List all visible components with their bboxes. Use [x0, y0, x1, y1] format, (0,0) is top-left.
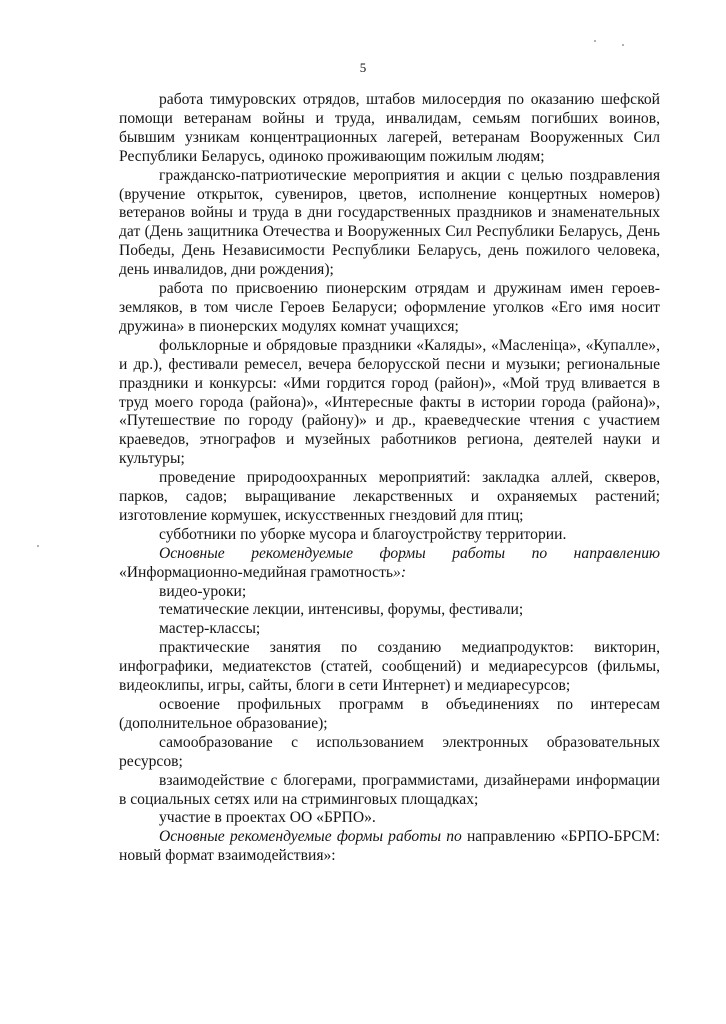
brpo-heading-title: направлению «БРПО-БРСМ: новый формат взаимодействия»: [119, 828, 660, 865]
media-heading-tail: »: [393, 563, 407, 581]
paragraph-master-classes: мастер-классы; [159, 620, 261, 638]
paragraph-nature-protection: проведение природоохранных мероприятий: закладка аллей, скверов, парков, садов; выращивание лекарственных и охраняемых растений; изготовление кормушек, искусственных гнездовий для птиц; [119, 469, 660, 524]
paragraph-patriotic-events: гражданско-патриотические мероприятия и акции с целью поздравления (вручение открыток, сувениров, цветов, исполнение концертных номеров) ветеранов войны и труда в дни государственных праздников и знаменательных дат (День защитника Отечества и Вооруженных Сил Республики Беларусь, День Победы, День Независимости Республики Беларусь, день пожилого человека, день инвалидов, дни рождения); [119, 166, 660, 279]
paragraph-hero-names: работа по присвоению пионерским отрядам и дружинам имен героев-земляков, в том числе Героев Беларуси; оформление уголков «Его имя носит дружина» в пионерских модулях комнат учащихся; [119, 280, 660, 335]
document-body [119, 91, 660, 866]
paragraph-profile-programs: освоение профильных программ в объединениях по интересам (дополнительное образование); [119, 696, 660, 732]
scan-speck [622, 44, 624, 46]
paragraph-brpo-projects: участие в проектах ОО «БРПО». [159, 809, 376, 827]
media-heading-title: «Информационно-медийная грамотность [119, 563, 394, 581]
paragraph-self-education: самообразование с использованием электронных образовательных ресурсов; [119, 733, 660, 770]
paragraph-media-literacy-heading [119, 545, 660, 583]
paragraph-folklore-holidays: фольклорные и обрядовые праздники «Каляды», «Масленіца», «Купалле», и др.), фестивали ремесел, вечера белорусской песни и музыки; региональные праздники и конкурсы: «Ими гордится город (район)», «Мой труд вливается в труд моего города (района)», «Интересные факты в истории города (района)», «Путешествие по городу (району)» и др., краеведческие чтения с участием краеведов, этнографов и музейных работников региона, деятелей науки и культуры; [119, 336, 660, 468]
paragraph-video-lessons: видео-уроки; [159, 582, 247, 600]
brpo-heading-italic: Основные рекомендуемые формы работы по [159, 828, 462, 846]
paragraph-brpo-brsm-heading [119, 828, 660, 866]
media-heading-italic: Основные рекомендуемые формы работы по направлению [159, 544, 660, 562]
paragraph-practical-sessions: практические занятия по созданию медиапродуктов: викторин, инфографики, медиатекстов (статей, сообщений) и медиаресурсов (фильмы, видеоклипы, игры, сайты, блоги в сети Интернет) и медиаресурсов; [119, 639, 660, 695]
paragraph-cleanup-days: субботники по уборке мусора и благоустройству территории. [159, 525, 567, 543]
paragraph-lectures: тематические лекции, интенсивы, форумы, фестивали; [159, 601, 524, 619]
scan-speck [594, 40, 596, 42]
paragraph-timur-teams: работа тимуровских отрядов, штабов милосердия по оказанию шефской помощи ветеранам войны и труда, инвалидам, семьям погибших воинов, бывшим узникам концентрационных лагерей, ветеранам Вооруженных Сил Республики Беларусь, одиноко проживающим пожилым людям; [119, 91, 660, 165]
paragraph-bloggers: взаимодействие с блогерами, программистами, дизайнерами информации в социальных сетях или на стриминговых площадках; [119, 771, 660, 808]
scan-speck [37, 545, 39, 547]
page-number: 5 [359, 60, 367, 75]
